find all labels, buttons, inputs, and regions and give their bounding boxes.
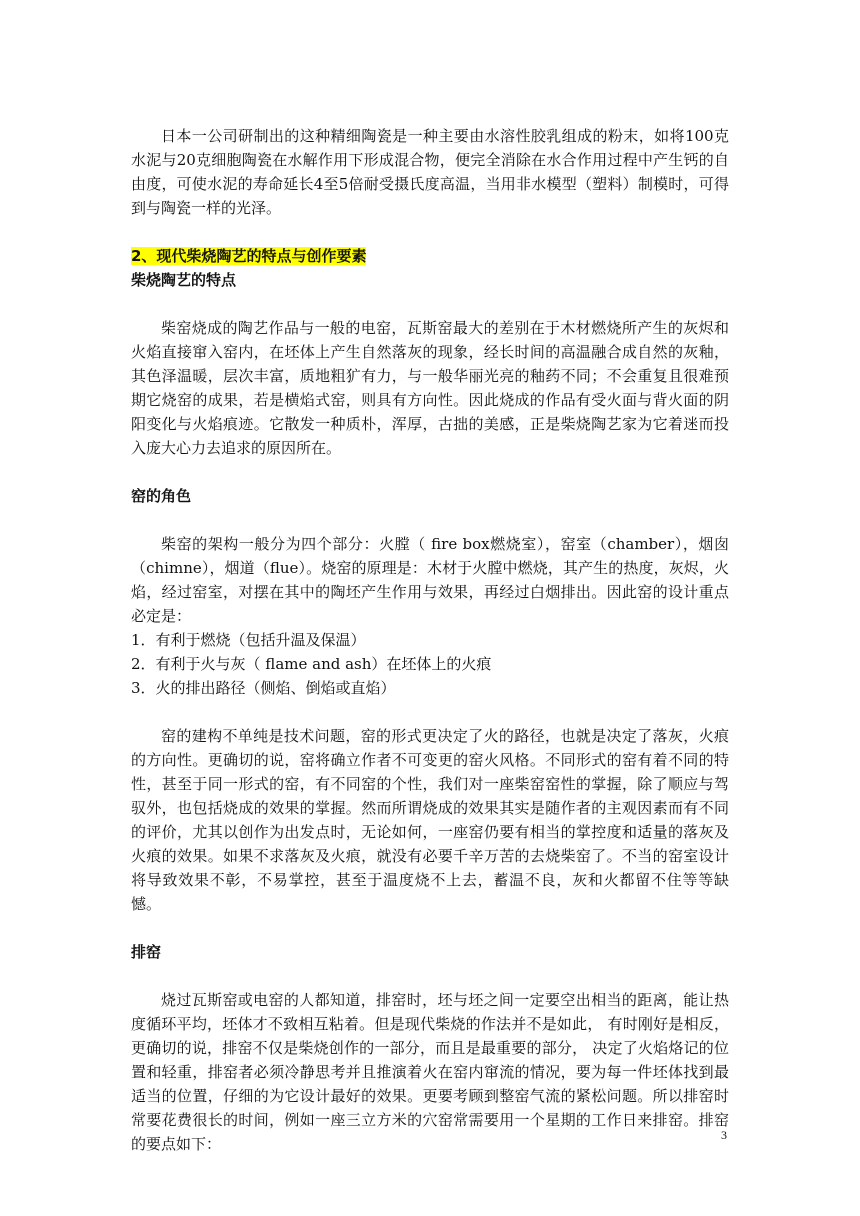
- list-item: 2．有利于火与灰（ flame and ash）在坯体上的火痕: [131, 655, 492, 673]
- section-heading: [131, 244, 729, 268]
- features-paragraph: 柴窑烧成的陶艺作品与一般的电窑，瓦斯窑最大的差别在于木材燃烧所产生的灰烬和火焰直接窜入窑内，在坯体上产生自然落灰的现象，经长时间的高温融合成自然的灰釉，其色泽温暖，层次丰富，质地粗犷有力，与一般华丽光亮的釉药不同；不会重复且很难预期它烧窑的成果，若是横焰式窑，则具有方向性。因此烧成的作品有受火面与背火面的阴阳变化与火焰痕迹。它散发一种质朴，浑厚，古拙的美感，正是柴烧陶艺家为它着迷而投入庞大心力去追求的原因所在。: [131, 319, 729, 457]
- kiln-structure-paragraph: 窑的建构不单纯是技术问题，窑的形式更决定了火的路径，也就是决定了落灰，火痕的方向性。更确切的说，窑将确立作者不可变更的窑火风格。不同形式的窑有着不同的特性，甚至于同一形式的窑，有不同窑的个性，我们对一座柴窑窑性的掌握，除了顺应与驾驭外，也包括烧成的效果的掌握。然而所谓烧成的效果其实是随作者的主观因素而有不同的评价，尤其以创作为出发点时，无论如何，一座窑仍要有相当的掌控度和适量的落灰及火痕的效果。如果不求落灰及火痕，就没有必要千辛万苦的去烧柴窑了。不当的窑室设计将导致效果不彰，不易掌控，甚至于温度烧不上去，蓄温不良，灰和火都留不住等等缺憾。: [131, 727, 729, 913]
- kiln-role-paragraph: 柴窑的架构一般分为四个部分：火膛（ fire box燃烧室），窑室（chamber），烟囱（chimne），烟道（flue）。烧窑的原理是：木材于火膛中燃烧，其产生的热度，灰烬，火焰，经过窑室，对摆在其中的陶坯产生作用与效果，再经过白烟排出。因此窑的设计重点必定是：: [131, 535, 729, 625]
- intro-paragraph: 日本一公司研制出的这种精细陶瓷是一种主要由水溶性胶乳组成的粉末，如将100克水泥与20克细胞陶瓷在水解作用下形成混合物，便完全消除在水合作用过程中产生钙的自由度，可使水泥的寿命延长4至5倍耐受摄氏度高温，当用非水模型（塑料）制模时，可得到与陶瓷一样的光泽。: [131, 127, 729, 217]
- list-item: 3．火的排出路径（侧焰、倒焰或直焰）: [131, 679, 396, 697]
- subsection-heading-loading: 排窑: [131, 943, 162, 961]
- loading-paragraph: 烧过瓦斯窑或电窑的人都知道，排窑时，坯与坯之间一定要空出相当的距离，能让热度循环平均，坯体才不致相互粘着。但是现代柴烧的作法并不是如此， 有时刚好是相反，更确切的说，排窑不仅是柴烧创作的一部分，而且是最重要的部分， 决定了火焰烙记的位置和轻重，排窑者必须冷静思考并且推演着火在窑内窜流的情况，要为每一件坯体找到最适当的位置，仔细的为它设计最好的效果。更要考顾到整窑气流的紧松问题。所以排窑时常要花费很长的时间，例如一座三立方米的穴窑常需要用一个星期的工作日来排窑。排窑的要点如下：: [131, 991, 729, 1153]
- document-body: [131, 124, 729, 1156]
- subsection-heading-features: 柴烧陶艺的特点: [131, 271, 237, 289]
- list-item: 1．有利于燃烧（包括升温及保温）: [131, 631, 366, 649]
- page-number: 3: [721, 1128, 727, 1142]
- subsection-heading-kiln-role: 窑的角色: [131, 487, 192, 505]
- section-heading-text: 2、现代柴烧陶艺的特点与创作要素: [131, 247, 367, 265]
